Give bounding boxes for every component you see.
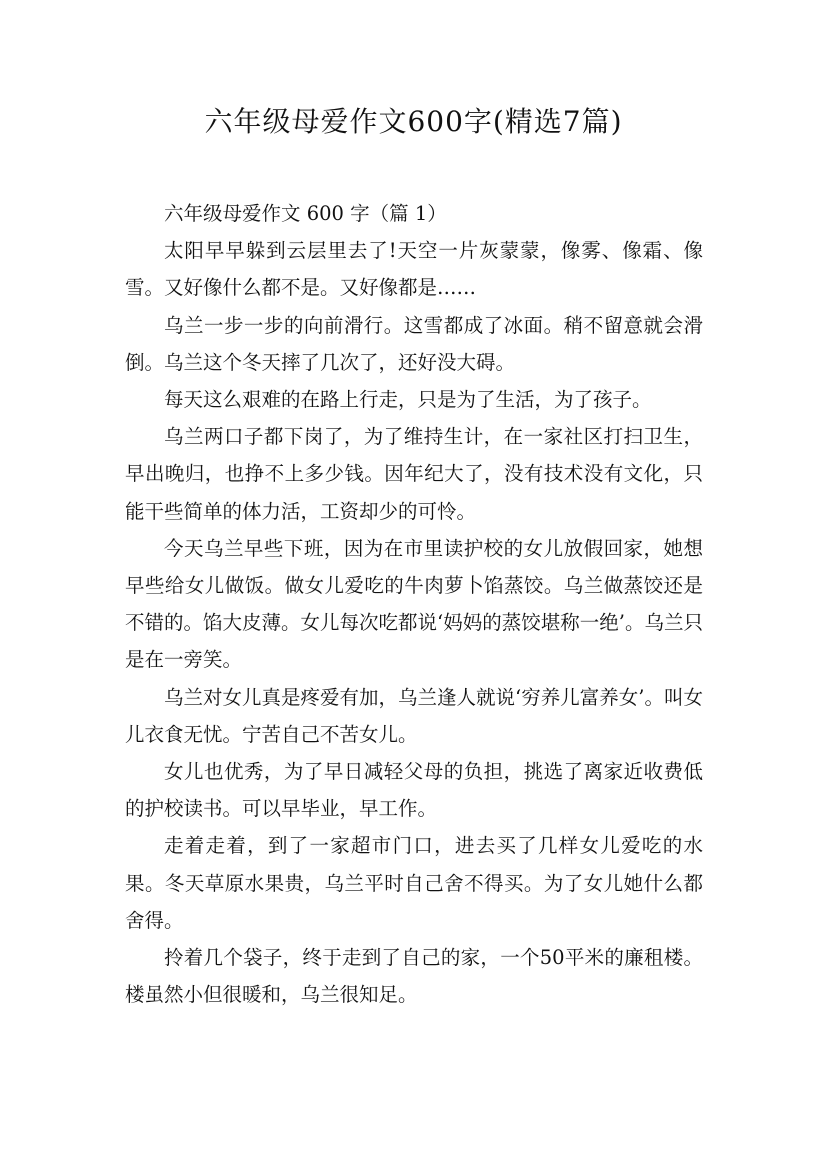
paragraph-6: 乌兰对女儿真是疼爱有加，乌兰逢人就说‘穷养儿富养女’。叫女儿衣食无忧。宁苦自己不苦女儿。 <box>125 685 703 746</box>
paragraph-4: 乌兰两口子都下岗了，为了维持生计，在一家社区打扫卫生，早出晚归，也挣不上多少钱。因年纪大了，没有技术没有文化，只能干些简单的体力活，工资却少的可怜。 <box>125 425 703 523</box>
document-body <box>125 195 703 1013</box>
paragraph-5: 今天乌兰早些下班，因为在市里读护校的女儿放假回家，她想早些给女儿做饭。做女儿爱吃的牛肉萝卜馅蒸饺。乌兰做蒸饺还是不错的。馅大皮薄。女儿每次吃都说‘妈妈的蒸饺堪称一绝’。乌兰只是在一旁笑。 <box>125 536 703 672</box>
paragraph-2: 乌兰一步一步的向前滑行。这雪都成了冰面。稍不留意就会滑倒。乌兰这个冬天摔了几次了，还好没大碍。 <box>125 313 703 374</box>
paragraph-9: 拎着几个袋子，终于走到了自己的家，一个50平米的廉租楼。楼虽然小但很暖和，乌兰很知足。 <box>125 946 703 1007</box>
paragraph-3: 每天这么艰难的在路上行走，只是为了生活，为了孩子。 <box>164 388 652 412</box>
paragraph-7: 女儿也优秀，为了早日减轻父母的负担，挑选了离家近收费低的护校读书。可以早毕业，早工作。 <box>125 760 703 821</box>
section-heading: 六年级母爱作文 600 字（篇 1） <box>164 202 447 225</box>
document-title: 六年级母爱作文600字(精选7篇) <box>204 105 623 138</box>
paragraph-1: 太阳早早躲到云层里去了!天空一片灰蒙蒙，像雾、像霜、像雪。又好像什么都不是。又好像都是…… <box>125 239 703 300</box>
paragraph-8: 走着走着，到了一家超市门口，进去买了几样女儿爱吃的水果。冬天草原水果贵，乌兰平时自己舍不得买。为了女儿她什么都舍得。 <box>125 834 703 932</box>
